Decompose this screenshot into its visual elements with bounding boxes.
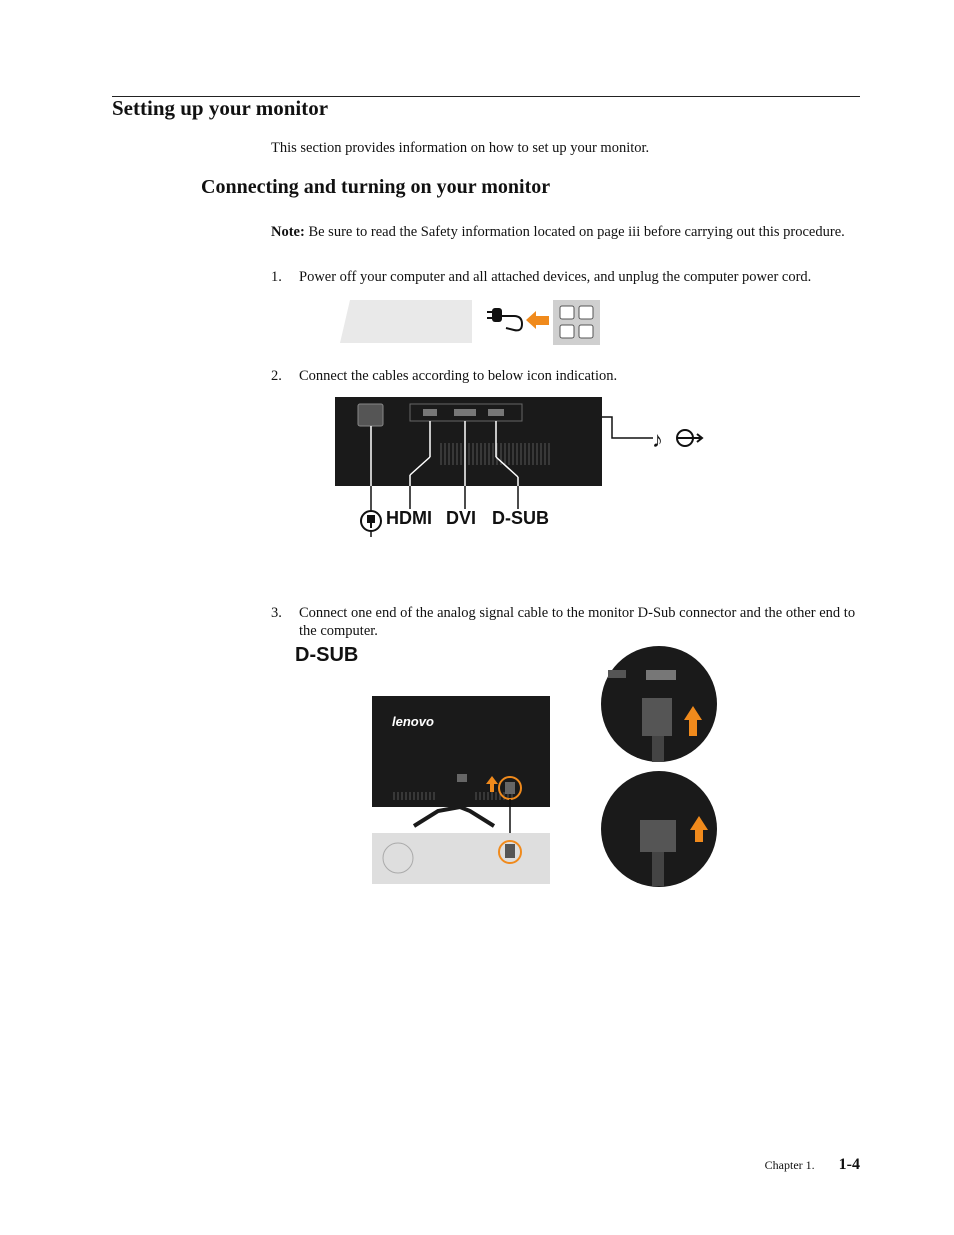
step-number: 3. — [271, 605, 282, 621]
left-arrow-icon — [526, 311, 549, 329]
dvi-label: DVI — [446, 508, 477, 528]
chapter-label: Chapter 1. — [764, 1158, 815, 1172]
dsub-connector — [505, 782, 515, 794]
hdmi-label: HDMI — [386, 508, 432, 528]
rear-power-port — [457, 774, 467, 782]
vga-cable — [652, 736, 664, 762]
computer-case-shape — [340, 300, 472, 343]
dsub-port — [488, 409, 504, 416]
note-label: Note: — [271, 224, 305, 240]
port-shape — [608, 670, 626, 678]
power-plug-icon — [361, 511, 381, 531]
monitor-rear — [372, 696, 550, 807]
vga-plug-body — [640, 820, 676, 852]
page-footer — [700, 1156, 860, 1174]
note-text: Be sure to read the Safety information located on page iii before carrying out this procedure. — [304, 224, 845, 240]
page-title: Setting up your monitor — [112, 96, 329, 120]
monitor-rear-figure — [372, 696, 552, 886]
svg-text:♪: ♪ — [652, 427, 663, 452]
dsub-closeup-figure — [600, 646, 720, 888]
step-number: 1. — [271, 269, 282, 285]
power-port — [358, 404, 383, 426]
plug-icon — [487, 308, 502, 322]
step-number: 2. — [271, 368, 282, 384]
vga-cable — [652, 852, 664, 886]
dvi-port — [454, 409, 476, 416]
step-text: Connect one end of the analog signal cable to the monitor D-Sub connector and the other end to the computer. — [299, 605, 856, 639]
hdmi-port — [423, 409, 437, 416]
step-text: Connect the cables according to below icon indication. — [299, 368, 618, 384]
vga-plug — [505, 844, 515, 858]
vga-plug-body — [642, 698, 672, 736]
step-text: Power off your computer and all attached devices, and unplug the computer power cord. — [299, 269, 812, 285]
dsub-label: D-SUB — [492, 508, 549, 528]
dsub-figure-title: D-SUB — [295, 644, 359, 666]
audio-out-icon — [652, 427, 702, 452]
cord-shape — [500, 316, 522, 330]
section-title: Connecting and turning on your monitor — [201, 176, 551, 198]
monitor-stand — [414, 807, 494, 826]
note-paragraph — [271, 222, 851, 242]
dsub-port — [646, 670, 676, 680]
connector-panel-figure — [335, 397, 715, 542]
computer-case — [372, 833, 550, 884]
lenovo-logo: lenovo — [392, 714, 434, 729]
intro-text: This section provides information on how to set up your monitor. — [271, 140, 650, 156]
unplug-figure — [338, 298, 602, 346]
page-number: 1-4 — [838, 1156, 860, 1173]
